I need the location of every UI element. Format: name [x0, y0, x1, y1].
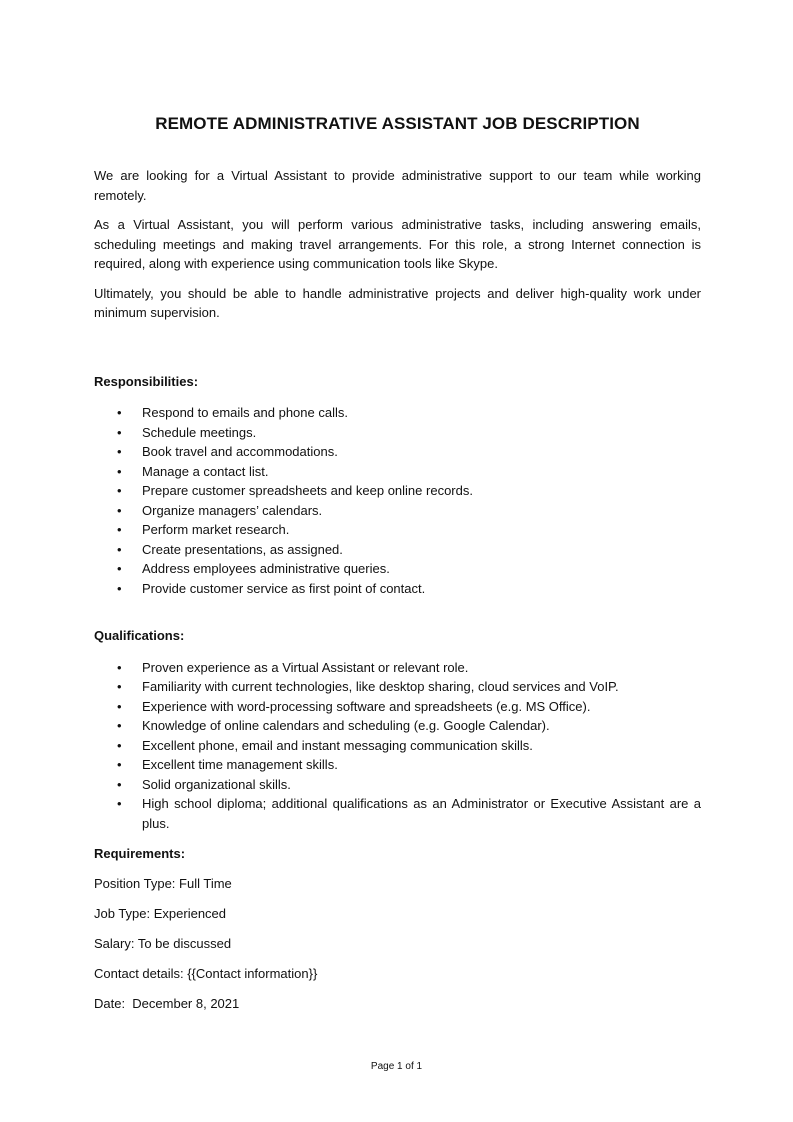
list-item	[94, 775, 701, 795]
page-number-footer: Page 1 of 1	[370, 1061, 423, 1072]
list-item-text: Organize managers’ calendars.	[142, 502, 323, 518]
bullet-icon: •	[117, 522, 122, 537]
list-item	[94, 481, 701, 501]
requirement-salary: Salary: To be discussed	[94, 935, 232, 951]
requirement-job-type: Job Type: Experienced	[94, 905, 227, 921]
list-item-text: Perform market research.	[142, 522, 290, 537]
qualifications-heading: Qualifications:	[94, 628, 185, 643]
bullet-icon: •	[117, 679, 122, 694]
list-item	[94, 462, 701, 482]
list-item-text: Respond to emails and phone calls.	[142, 405, 348, 420]
bullet-icon: •	[117, 561, 122, 576]
list-item	[94, 559, 701, 579]
list-item	[94, 677, 701, 697]
bullet-icon: •	[117, 737, 122, 753]
list-item	[94, 697, 701, 717]
list-item-text: Prepare customer spreadsheets and keep online records.	[142, 483, 473, 498]
document-title: REMOTE ADMINISTRATIVE ASSISTANT JOB DESCRIPTION	[155, 114, 640, 133]
list-item	[94, 540, 701, 560]
list-item-text: Knowledge of online calendars and scheduling (e.g. Google Calendar).	[142, 718, 550, 733]
bullet-icon: •	[117, 796, 122, 811]
bullet-icon: •	[117, 463, 122, 479]
list-item-text: Experience with word-processing software and spreadsheets (e.g. MS Office).	[142, 698, 591, 714]
responsibilities-list	[94, 403, 701, 598]
list-item-text: Provide customer service as first point of contact.	[142, 580, 426, 596]
bullet-icon: •	[117, 718, 122, 733]
spacer	[94, 333, 701, 372]
list-item	[94, 520, 701, 540]
bullet-icon: •	[117, 444, 122, 459]
bullet-icon: •	[117, 502, 122, 518]
list-item	[94, 403, 701, 423]
list-item	[94, 794, 701, 833]
list-item-text: Proven experience as a Virtual Assistant or relevant role.	[142, 659, 469, 675]
list-item-text: Familiarity with current technologies, like desktop sharing, cloud services and VoIP.	[142, 679, 619, 694]
list-item-text: High school diploma; additional qualifications as an Administrator or Executive Assistant are a plus.	[142, 796, 701, 831]
list-item	[94, 442, 701, 462]
list-item-text: Address employees administrative queries.	[142, 561, 390, 576]
intro-paragraph: Ultimately, you should be able to handle administrative projects and deliver high-quality work under minimum supervision.	[94, 285, 701, 320]
list-item-text: Excellent phone, email and instant messaging communication skills.	[142, 737, 533, 753]
qualifications-list	[94, 658, 701, 834]
bullet-icon: •	[117, 776, 122, 792]
intro-paragraph: We are looking for a Virtual Assistant to provide administrative support to our team while working remotely.	[94, 168, 701, 203]
list-item	[94, 716, 701, 736]
bullet-icon: •	[117, 757, 122, 772]
list-item	[94, 736, 701, 756]
bullet-icon: •	[117, 541, 122, 557]
requirement-position-type: Position Type: Full Time	[94, 875, 232, 891]
requirements-heading: Requirements:	[94, 846, 186, 861]
list-item	[94, 579, 701, 599]
list-item-text: Excellent time management skills.	[142, 757, 338, 772]
list-item-text: Solid organizational skills.	[142, 776, 291, 792]
document-body	[94, 113, 701, 1024]
list-item-text: Create presentations, as assigned.	[142, 541, 343, 557]
spacer	[94, 598, 701, 626]
bullet-icon: •	[117, 659, 122, 675]
requirement-contact-details: Contact details: {{Contact information}}	[94, 965, 318, 981]
list-item	[94, 755, 701, 775]
list-item	[94, 423, 701, 443]
requirement-date: Date: December 8, 2021	[94, 995, 240, 1011]
bullet-icon: •	[117, 698, 122, 714]
list-item-text: Schedule meetings.	[142, 424, 257, 440]
intro-paragraph: As a Virtual Assistant, you will perform various administrative tasks, including answering emails, scheduling meetings and making travel arrangements. For this role, a strong Internet connection is required, along with experience using communication tools like Skype.	[94, 217, 701, 271]
bullet-icon: •	[117, 580, 122, 596]
responsibilities-heading: Responsibilities:	[94, 373, 199, 389]
list-item	[94, 658, 701, 678]
list-item-text: Book travel and accommodations.	[142, 444, 338, 459]
list-item	[94, 501, 701, 521]
bullet-icon: •	[117, 483, 122, 498]
bullet-icon: •	[117, 424, 122, 440]
bullet-icon: •	[117, 405, 122, 420]
list-item-text: Manage a contact list.	[142, 463, 269, 479]
